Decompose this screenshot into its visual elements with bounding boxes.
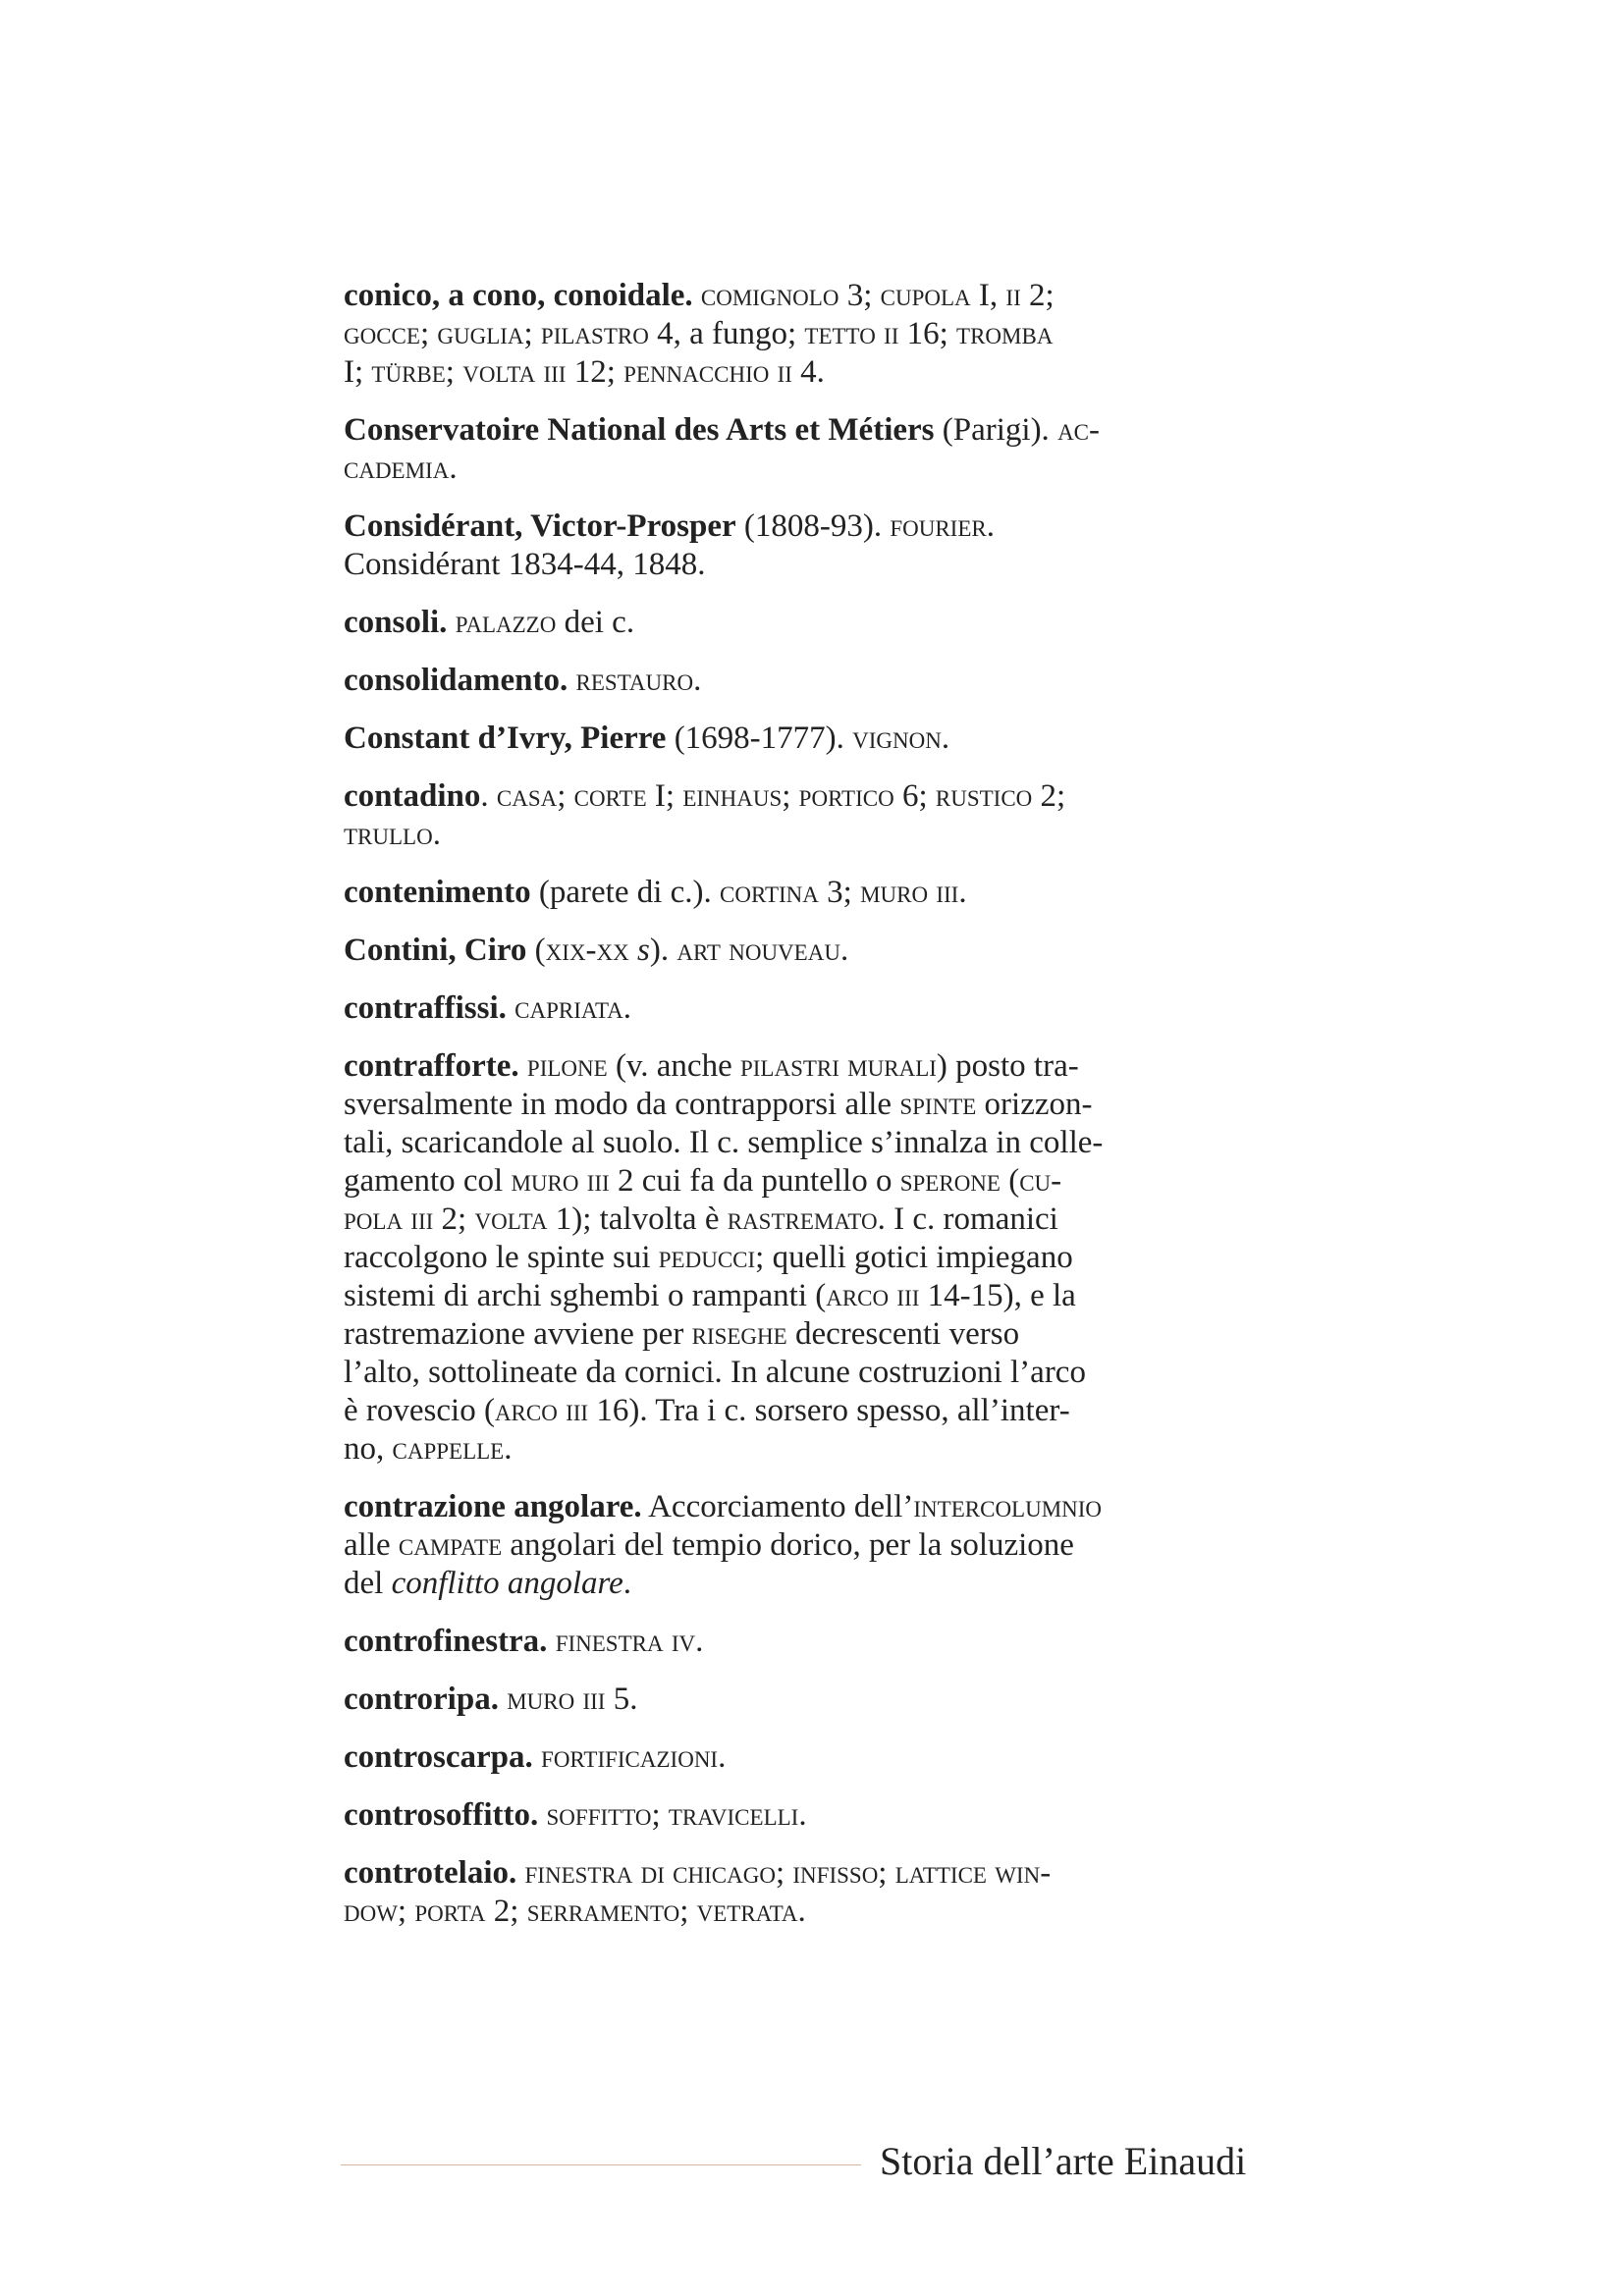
cross-reference: palazzo [455,605,557,640]
glossary-entry [344,1047,1303,1468]
entry-line [344,1854,1303,1893]
entry-text: Considérant 1834-44, 1848. [344,547,706,582]
entry-text: ( [1000,1163,1020,1199]
cross-reference: riseghe [691,1316,787,1352]
entry-line [344,1796,1303,1835]
entry-line [344,1392,1303,1430]
headword: Contini, Ciro [344,933,527,968]
entry-line [344,1565,1303,1603]
entry-text: l’alto, sottolineate da cornici. In alcune costruzioni l’arco [344,1355,1086,1390]
cross-reference: gocce; guglia; pilastro [344,316,649,351]
entry-text: 5. [605,1682,638,1717]
entry-text: . [839,933,849,968]
entry-text: 2; [433,1201,475,1237]
entry-line [344,662,1303,700]
cross-reference: campate [398,1527,503,1563]
entry-line [344,1162,1303,1201]
cross-reference: ac- [1057,412,1101,448]
entry-text: è rovescio ( [344,1393,495,1428]
entry-line [344,1893,1303,1931]
glossary-entry [344,507,1303,584]
entry-line [344,604,1303,642]
glossary-entry [344,720,1303,758]
cross-reference: tetto ii [804,316,899,351]
footer-rule [341,2164,861,2165]
cross-reference: muro iii [507,1682,606,1717]
cross-reference: cortina [720,875,819,910]
entry-text: I, [970,278,1006,313]
cross-reference: comignolo [700,278,839,313]
entry-text: . [622,990,632,1026]
italic-text: conflitto angolare [391,1566,623,1601]
entry-text: 3; [818,875,861,910]
entry-line [344,874,1303,912]
cross-reference: pola iii [344,1201,434,1237]
entry-line [344,1488,1303,1526]
entry-text: ( [526,933,546,968]
entry-text: . [986,508,995,544]
entry-text: 6; [893,778,936,814]
glossary-entry [344,989,1303,1028]
entry-text: (1808-93). [735,508,891,544]
cross-reference: serramento; vetrata [526,1894,798,1929]
entry-text: 12; [566,354,624,390]
cross-reference: intercolumnio [913,1489,1103,1524]
headword: controtelaio. [344,1855,517,1891]
entry-text [447,605,455,640]
entry-line [344,1124,1303,1162]
cross-reference: arco iii [826,1278,920,1313]
entry-text: (Parigi). [934,412,1058,448]
cross-reference: muro iii [511,1163,610,1199]
entry-line [344,315,1303,353]
footer-publisher: Storia dell’arte Einaudi [880,2139,1247,2183]
entry-text: 2; [1032,778,1066,814]
entry-text [516,1855,524,1891]
cross-reference: muro iii [860,875,959,910]
entry-text [568,663,575,698]
headword: controfinestra. [344,1624,548,1659]
entry-line [344,1681,1303,1719]
entry-text: I; [646,778,683,814]
headword: Constant d’Ivry, Pierre [344,721,667,756]
entry-text: ; quelli gotici impiegano [755,1240,1073,1275]
headword: Considérant, Victor-Prosper [344,508,736,544]
entry-text: raccolgono le spinte sui [344,1240,659,1275]
entry-text: ). [649,933,677,968]
entry-line [344,777,1303,816]
entry-line [344,1738,1303,1777]
entry-text: Accorciamento dell’ [641,1489,914,1524]
entry-text: . [695,1624,704,1659]
entry-line [344,1430,1303,1468]
cross-reference: cademia [344,451,450,486]
cross-reference: soffitto; travicelli [546,1797,799,1833]
cross-reference: casa; corte [496,778,647,814]
cross-reference: ii [1005,278,1021,313]
cross-reference: cu- [1019,1163,1062,1199]
cross-reference: fourier [890,508,987,544]
entry-text: 14-15), e la [919,1278,1076,1313]
entry-text [629,933,637,968]
cross-reference: restauro [575,663,694,698]
entry-text: ) posto tra- [936,1048,1079,1084]
cross-reference: türbe; volta iii [371,354,567,390]
entry-text: . [480,778,497,814]
entry-text: 2; [1020,278,1055,313]
cross-reference: finestra iv [555,1624,696,1659]
entry-text: sversalmente in modo da contrapporsi alle [344,1087,900,1122]
headword: contrafforte. [344,1048,519,1084]
headword: contrazione angolare. [344,1489,642,1524]
cross-reference: sperone [899,1163,1001,1199]
entry-line [344,1526,1303,1565]
headword: consolidamento. [344,663,568,698]
cross-reference: vignon [852,721,942,756]
entry-text: (1698-1777). [666,721,853,756]
headword: contenimento [344,875,531,910]
cross-reference: pennacchio ii [623,354,792,390]
entry-line [344,1315,1303,1354]
glossary-entry [344,932,1303,970]
entry-line [344,932,1303,970]
entry-text: rastremazione avviene per [344,1316,692,1352]
entry-text: 1); talvolta è [547,1201,728,1237]
headword: controsoffitto. [344,1797,539,1833]
glossary-entry [344,1681,1303,1719]
entry-text [538,1797,546,1833]
entry-text: . [432,817,441,852]
cross-reference: pilone [526,1048,608,1084]
entry-line [344,1047,1303,1086]
entry-line [344,816,1303,854]
entry-text [507,990,514,1026]
entry-line [344,1623,1303,1661]
cross-reference: volta [474,1201,548,1237]
entry-text: del [344,1566,392,1601]
cross-reference: rastremato [727,1201,878,1237]
glossary-entry [344,1854,1303,1931]
entry-text: orizzon- [976,1087,1093,1122]
entry-text: . [958,875,967,910]
entry-text: tali, scaricandole al suolo. Il c. semplice s’innalza in colle- [344,1125,1104,1160]
entry-text: no, [344,1431,393,1467]
entry-line [344,1239,1303,1277]
entry-text: dei c. [556,605,635,640]
entry-line [344,1201,1303,1239]
glossary-entry [344,1796,1303,1835]
glossary-entry [344,411,1303,488]
entry-line [344,450,1303,488]
cross-reference: dow; porta [344,1894,486,1929]
entry-text [547,1624,555,1659]
entry-line [344,546,1303,584]
entry-line [344,989,1303,1028]
entry-text: 2; [485,1894,527,1929]
entry-text [693,278,701,313]
cross-reference: capriata [514,990,623,1026]
cross-reference: trullo [344,817,433,852]
entry-line [344,720,1303,758]
headword: controscarpa. [344,1739,533,1775]
entry-text: . I c. romanici [877,1201,1058,1237]
entry-text: 16; [898,316,957,351]
headword: contadino [344,778,481,814]
cross-reference: fortificazioni [541,1739,719,1775]
cross-reference: art nouveau [676,933,840,968]
entry-text: sistemi di archi sghembi o rampanti ( [344,1278,827,1313]
glossary-entry [344,777,1303,854]
entry-text [533,1739,541,1775]
entry-text [519,1048,527,1084]
entry-text: 4. [791,354,825,390]
entry-line [344,507,1303,546]
headword: conico, a cono, conoidale. [344,278,693,313]
entry-text: . [504,1431,513,1467]
entry-line [344,277,1303,315]
entry-text: . [798,1797,807,1833]
entry-line [344,1086,1303,1124]
cross-reference: finestra di chicago; infisso; lattice win- [524,1855,1052,1891]
cross-reference: xix-xx [545,933,629,968]
cross-reference: cupola [880,278,971,313]
entry-text: . [449,451,458,486]
headword: contraffissi. [344,990,507,1026]
entry-text: 16). Tra i c. sorsero spesso, all’inter- [588,1393,1070,1428]
glossary-entry [344,604,1303,642]
entry-text: 4, a fungo; [648,316,805,351]
glossary-entries [344,277,1303,1950]
entry-line [344,1354,1303,1392]
cross-reference: pilastri murali [739,1048,937,1084]
entry-line [344,1277,1303,1315]
headword: controripa. [344,1682,499,1717]
headword: Conservatoire National des Arts et Métiers [344,412,935,448]
entry-text: (parete di c.). [530,875,721,910]
entry-text: (v. anche [607,1048,740,1084]
entry-text: . [718,1739,727,1775]
italic-text: s [637,933,650,968]
glossary-entry [344,1738,1303,1777]
cross-reference: arco iii [494,1393,589,1428]
entry-text: decrescenti verso [786,1316,1020,1352]
glossary-entry [344,277,1303,392]
entry-text [499,1682,507,1717]
entry-text: . [797,1894,806,1929]
glossary-entry [344,1488,1303,1603]
entry-text: gamento col [344,1163,512,1199]
cross-reference: peducci [658,1240,756,1275]
entry-text: angolari del tempio dorico, per la soluzione [502,1527,1074,1563]
cross-reference: einhaus; portico [682,778,894,814]
glossary-entry [344,1623,1303,1661]
entry-line [344,411,1303,450]
headword: consoli. [344,605,448,640]
entry-text: 2 cui fa da puntello o [609,1163,900,1199]
entry-text: 3; [839,278,881,313]
glossary-entry [344,874,1303,912]
cross-reference: rustico [935,778,1033,814]
entry-text: . [693,663,702,698]
cross-reference: spinte [899,1087,977,1122]
entry-text: . [941,721,950,756]
entry-text: alle [344,1527,399,1563]
cross-reference: tromba [956,316,1054,351]
cross-reference: cappelle [392,1431,505,1467]
entry-text: . [622,1566,632,1601]
glossary-entry [344,662,1303,700]
entry-line [344,353,1303,392]
entry-text: I; [344,354,372,390]
